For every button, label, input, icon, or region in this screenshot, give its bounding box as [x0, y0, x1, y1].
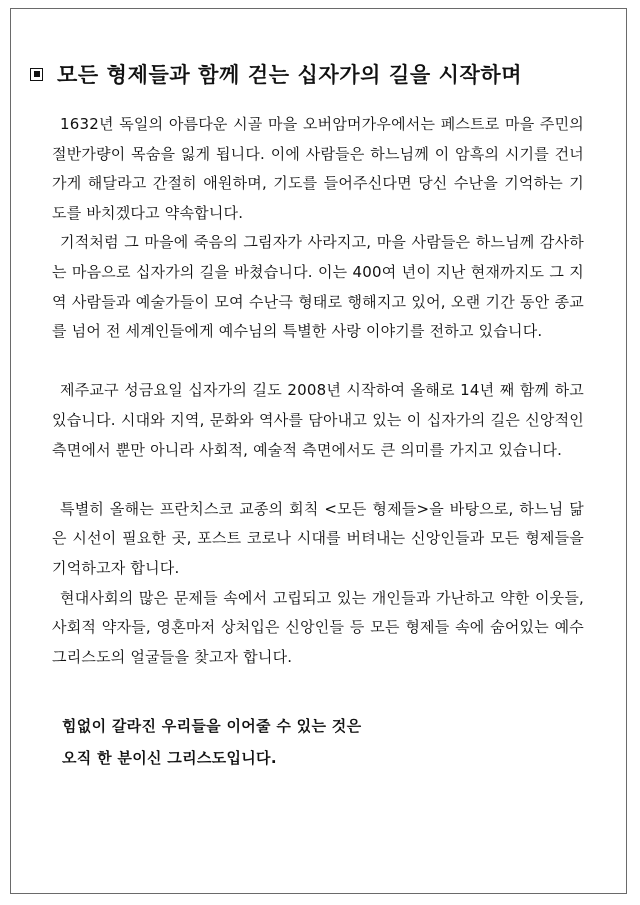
square-bullet-icon	[30, 68, 43, 81]
paragraph-gap	[52, 347, 584, 377]
body-text	[52, 110, 584, 672]
paragraph-history-2: 기적처럼 그 마을에 죽음의 그림자가 사라지고, 마을 사람들은 하느님께 감사하는 마음으로 십자가의 길을 바쳤습니다. 이는 400여 년이 지난 현재까지도 그 지역 사람들과 예술가들이 모여 수난극 형태로 행해지고 있어, 오랜 기간 동안 종교를 넘어 전 세계인들에게 예수님의 특별한 사랑 이야기를 전하고 있습니다.	[52, 233, 584, 341]
page-title-text: 모든 형제들과 함께 걷는 십자가의 길을 시작하며	[57, 63, 523, 87]
paragraph-jeju-diocese: 제주교구 성금요일 십자가의 길도 2008년 시작하여 올해로 14년 째 함께 하고 있습니다. 시대와 지역, 문화와 역사를 담아내고 있는 이 십자가의 길은 신앙적인 측면에서 뿐만 아니라 사회적, 예술적 측면에서도 큰 의미를 가지고 있습니다.	[52, 381, 584, 459]
paragraph-history-1: 1632년 독일의 아름다운 시골 마을 오버암머가우에서는 페스트로 마을 주민의 절반가량이 목숨을 잃게 됩니다. 이에 사람들은 하느님께 이 암흑의 시기를 건너가게 해달라고 간절히 애원하며, 기도를 들어주신다면 당신 수난을 기억하는 기도를 바치겠다고 약속합니다.	[52, 115, 584, 222]
paragraph-this-year: 특별히 올해는 프란치스코 교종의 회칙 <모든 형제들>을 바탕으로, 하느님 닮은 시선이 필요한 곳, 포스트 코로나 시대를 버텨내는 신앙인들과 모든 형제들을 기억하고자 합니다.	[52, 499, 584, 577]
paragraph-modern-society: 현대사회의 많은 문제들 속에서 고립되고 있는 개인들과 가난하고 약한 이웃들, 사회적 약자들, 영혼마저 상처입은 신앙인들 등 모든 형제들 속에 숨어있는 예수 그리스도의 얼굴들을 찾고자 합니다.	[52, 588, 584, 666]
paragraph-gap	[52, 465, 584, 495]
closing-line-1: 힘없이 갈라진 우리들을 이어줄 수 있는 것은	[62, 717, 362, 735]
closing-statement	[62, 710, 582, 774]
closing-line-2: 오직 한 분이신 그리스도입니다.	[62, 749, 277, 767]
page-title	[30, 56, 522, 92]
